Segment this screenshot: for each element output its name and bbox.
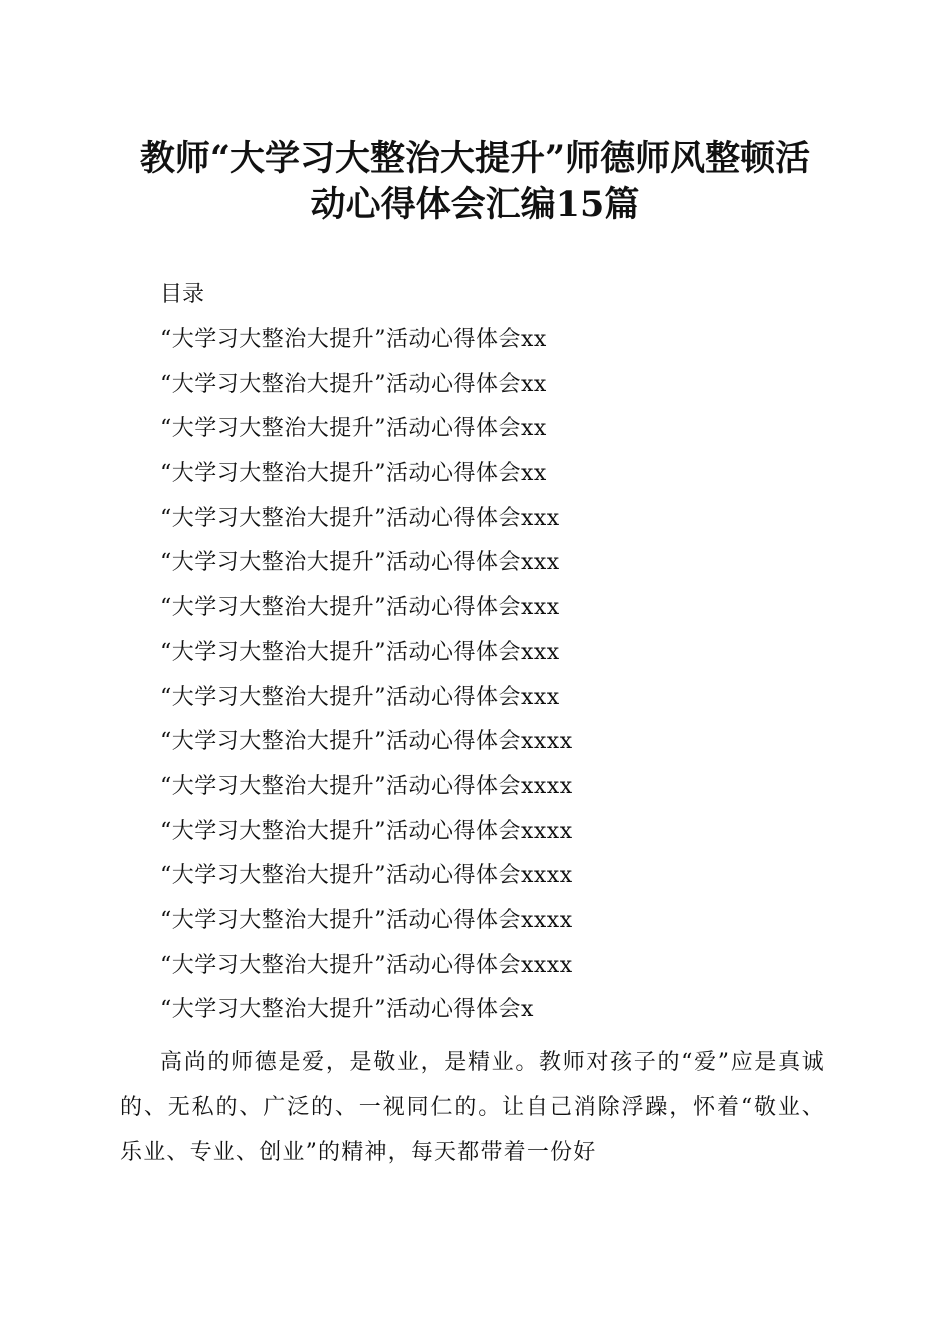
toc-item: “大学习大整治大提升”活动心得体会xx bbox=[160, 416, 547, 442]
toc-item: “大学习大整治大提升”活动心得体会xx bbox=[160, 371, 547, 397]
toc-item: “大学习大整治大提升”活动心得体会xxxx bbox=[160, 818, 573, 844]
toc-item: “大学习大整治大提升”活动心得体会x bbox=[160, 997, 534, 1023]
document-title-line-2: 动心得体会汇编15篇 bbox=[310, 184, 640, 225]
toc-item: “大学习大整治大提升”活动心得体会xxx bbox=[160, 595, 560, 621]
toc-item: “大学习大整治大提升”活动心得体会xxx bbox=[160, 639, 560, 665]
document-title-line-1: 教师“大学习大整治大提升”师德师风整顿活 bbox=[139, 138, 811, 179]
toc-item: “大学习大整治大提升”活动心得体会xxxx bbox=[160, 773, 573, 799]
toc-item: “大学习大整治大提升”活动心得体会xxxx bbox=[160, 907, 573, 933]
table-of-contents bbox=[160, 325, 573, 1040]
toc-item: “大学习大整治大提升”活动心得体会xx bbox=[160, 327, 547, 352]
toc-heading: 目录 bbox=[160, 282, 205, 307]
toc-item: “大学习大整治大提升”活动心得体会xx bbox=[160, 461, 547, 487]
toc-item: “大学习大整治大提升”活动心得体会xxxx bbox=[160, 952, 573, 978]
toc-item: “大学习大整治大提升”活动心得体会xxxx bbox=[160, 729, 573, 755]
toc-item: “大学习大整治大提升”活动心得体会xxx bbox=[160, 550, 560, 576]
body-paragraph: 高尚的师德是爱，是敬业，是精业。教师对孩子的“爱”应是真诚的、无私的、广泛的、一视同仁的。让自己消除浮躁，怀着“敬业、乐业、专业、创业”的精神，每天都带着一份好 bbox=[120, 1050, 825, 1165]
toc-item: “大学习大整治大提升”活动心得体会xxx bbox=[160, 505, 560, 531]
toc-item: “大学习大整治大提升”活动心得体会xxxx bbox=[160, 863, 573, 889]
toc-item: “大学习大整治大提升”活动心得体会xxx bbox=[160, 684, 560, 710]
